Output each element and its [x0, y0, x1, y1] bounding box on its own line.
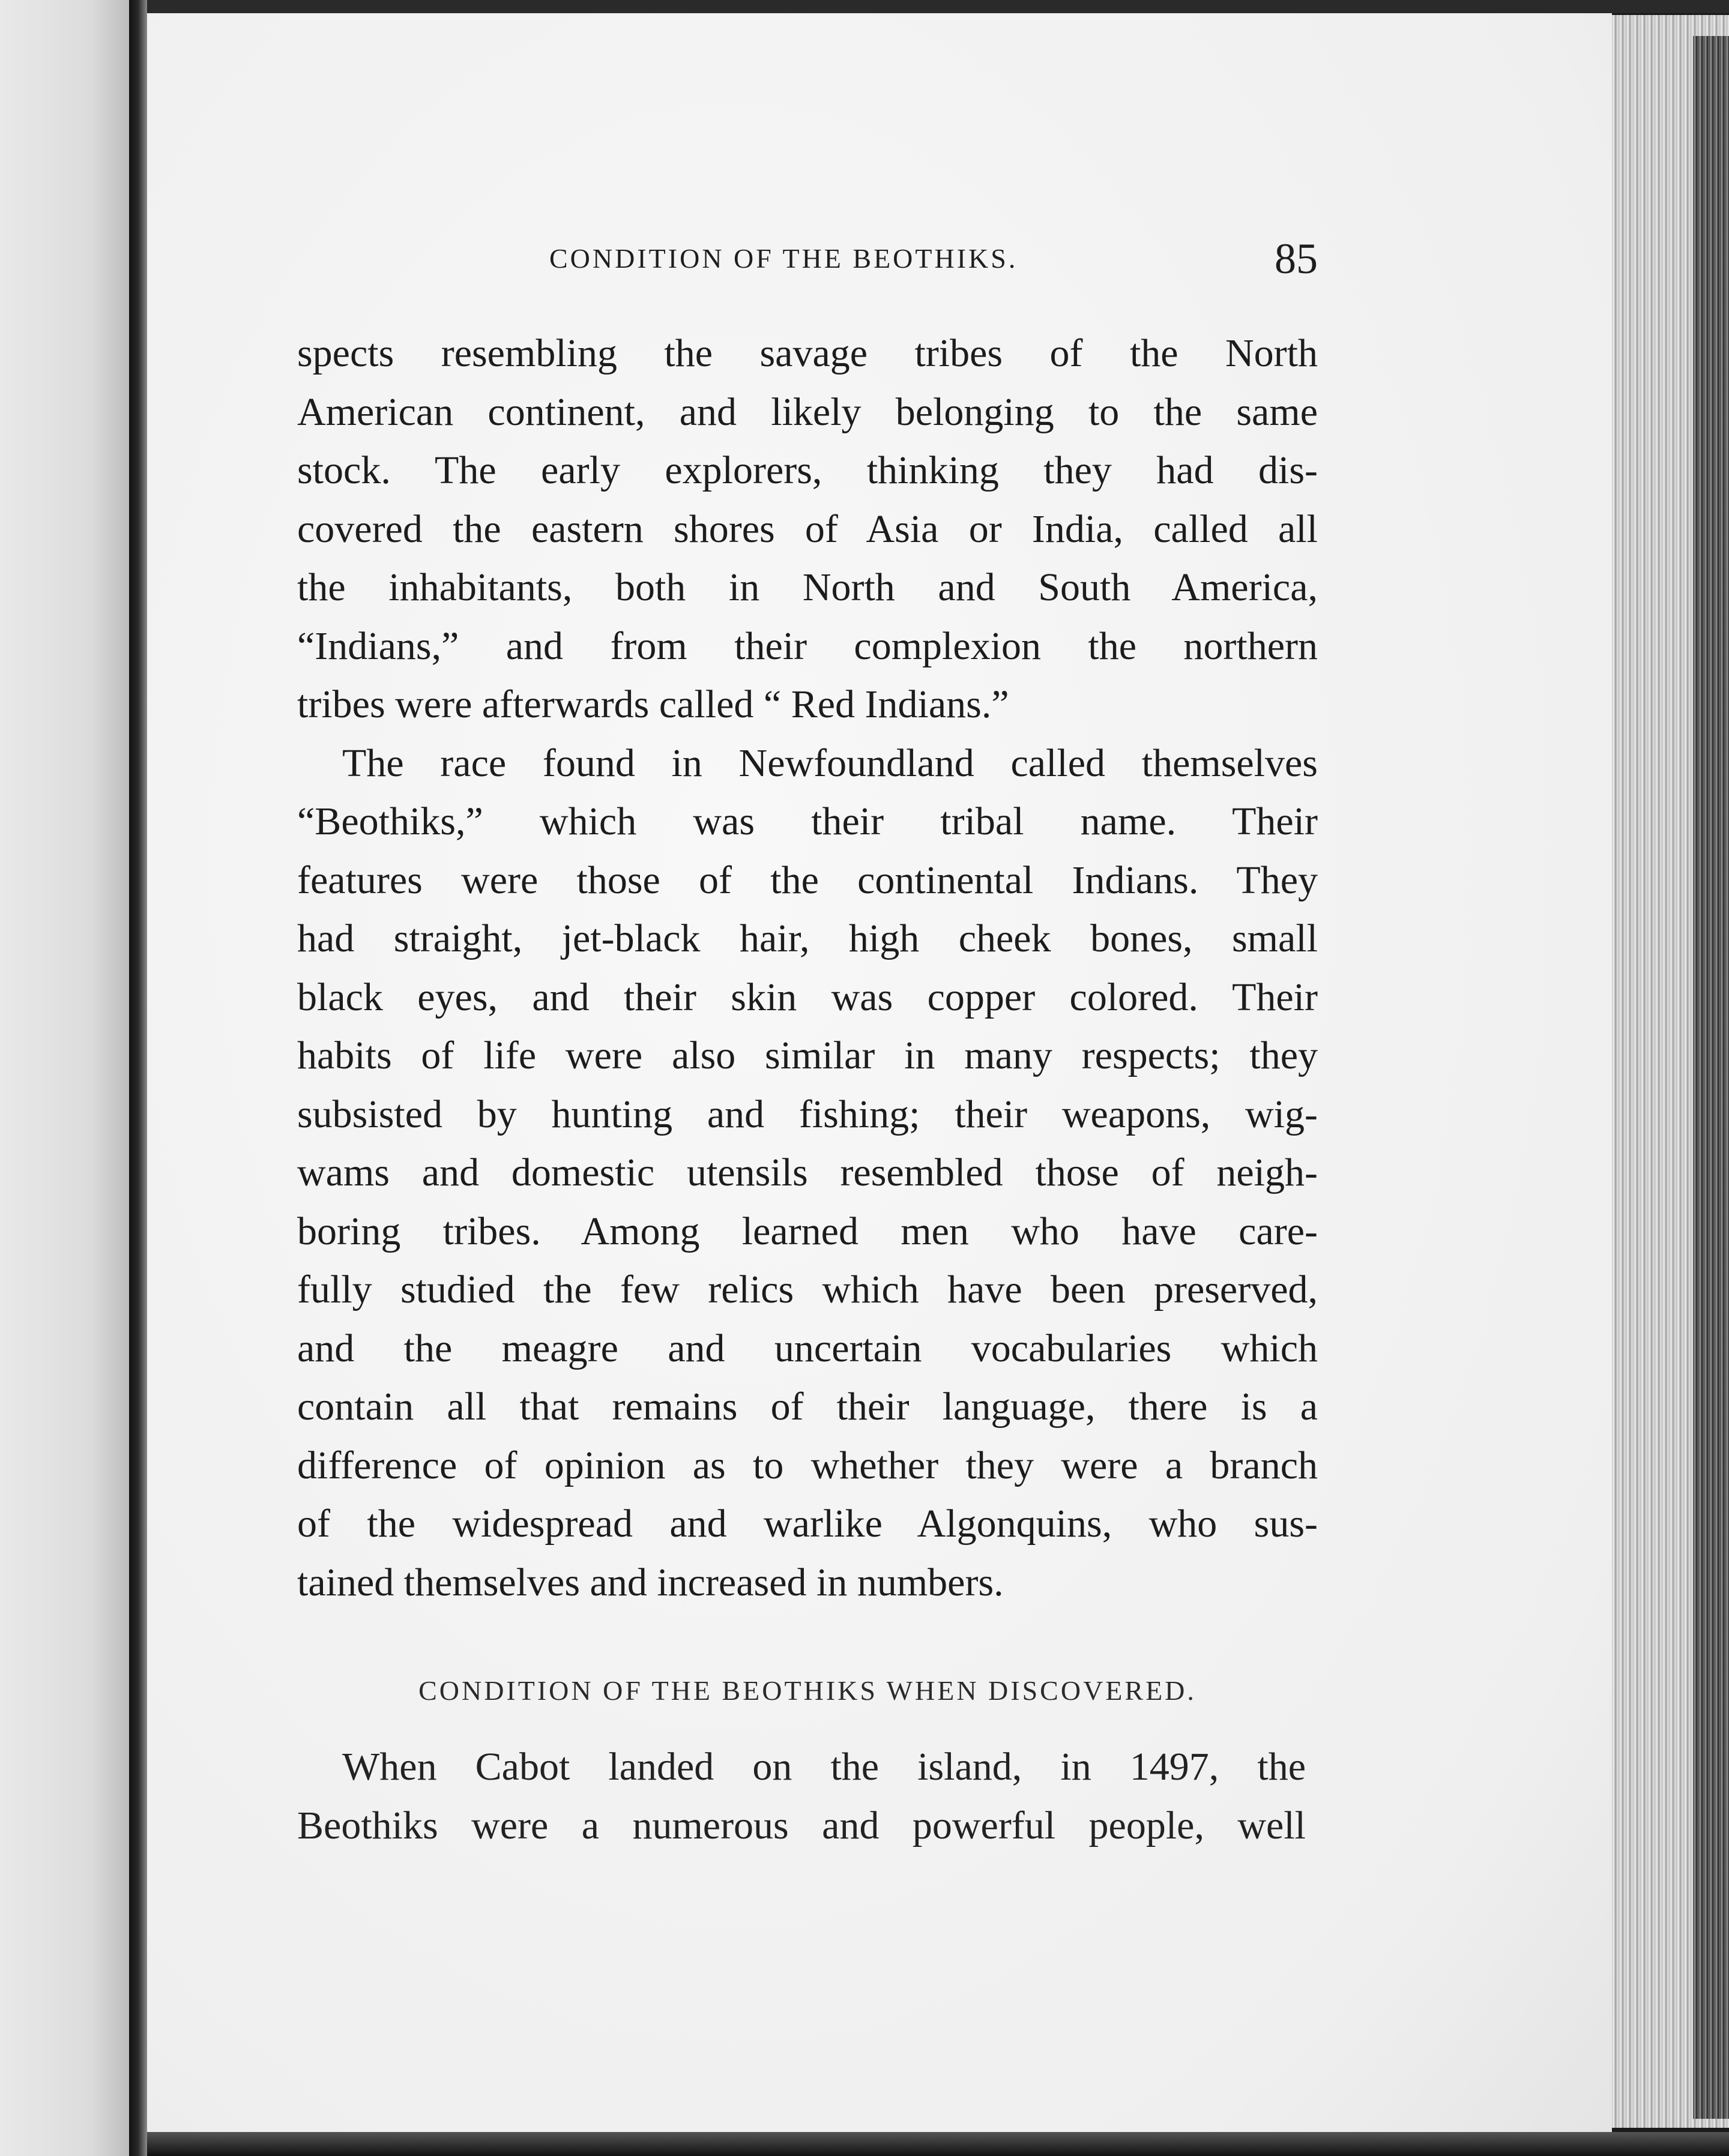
text-line: wams and domestic utensils resembled those of neigh-: [297, 1151, 1318, 1194]
text-line: and the meagre and uncertain vocabularies which: [297, 1326, 1318, 1370]
text-line: subsisted by hunting and fishing; their weapons, wig-: [297, 1092, 1318, 1136]
text-line: habits of life were also similar in many respects; they: [297, 1034, 1318, 1077]
page-edges-dark: [1693, 36, 1729, 2119]
text-line: had straight, jet-black hair, high cheek bones, small: [297, 917, 1318, 960]
body-text-continued: [297, 1738, 1306, 1855]
paragraph: [297, 324, 1318, 734]
text-line: “Indians,” and from their complexion the northern: [297, 624, 1318, 668]
paragraph: [297, 734, 1318, 1612]
text-line: covered the eastern shores of Asia or India, called all: [297, 507, 1318, 551]
text-line: “Beothiks,” which was their tribal name. Their: [297, 799, 1318, 843]
book-gutter: [129, 0, 147, 2156]
running-title: CONDITION OF THE BEOTHIKS.: [549, 243, 1018, 274]
text-line: American continent, and likely belonging to the same: [297, 390, 1318, 434]
page-number: 85: [1275, 235, 1318, 283]
text-line: stock. The early explorers, thinking they had dis-: [297, 448, 1318, 492]
text-line: difference of opinion as to whether they were a branch: [297, 1443, 1318, 1487]
text-line: fully studied the few relics which have been preserved,: [297, 1268, 1318, 1311]
text-line: black eyes, and their skin was copper colored. Their: [297, 975, 1318, 1019]
text-line: boring tribes. Among learned men who have care-: [297, 1209, 1318, 1253]
text-line: When Cabot landed on the island, in 1497, the: [342, 1745, 1306, 1789]
text-line: Beothiks were a numerous and powerful people, well: [297, 1803, 1306, 1847]
body-text: [297, 324, 1318, 1612]
text-line: The race found in Newfoundland called themselves: [342, 741, 1318, 785]
text-line: tribes were afterwards called “ Red Indians.”: [297, 682, 1009, 726]
scan-top-border: [147, 0, 1729, 13]
running-head: [297, 234, 1318, 288]
text-line: contain all that remains of their language, there is a: [297, 1385, 1318, 1429]
section-heading: CONDITION OF THE BEOTHIKS WHEN DISCOVERED.: [418, 1675, 1196, 1706]
text-line: the inhabitants, both in North and South America,: [297, 565, 1318, 609]
text-line: spects resembling the savage tribes of the North: [297, 331, 1318, 375]
scan-bottom-border: [147, 2132, 1729, 2156]
facing-page-edge: [0, 0, 129, 2156]
text-line: features were those of the continental Indians. They: [297, 858, 1318, 902]
text-line: of the widespread and warlike Algonquins, who sus-: [297, 1502, 1318, 1546]
text-line: tained themselves and increased in numbers.: [297, 1560, 1004, 1604]
